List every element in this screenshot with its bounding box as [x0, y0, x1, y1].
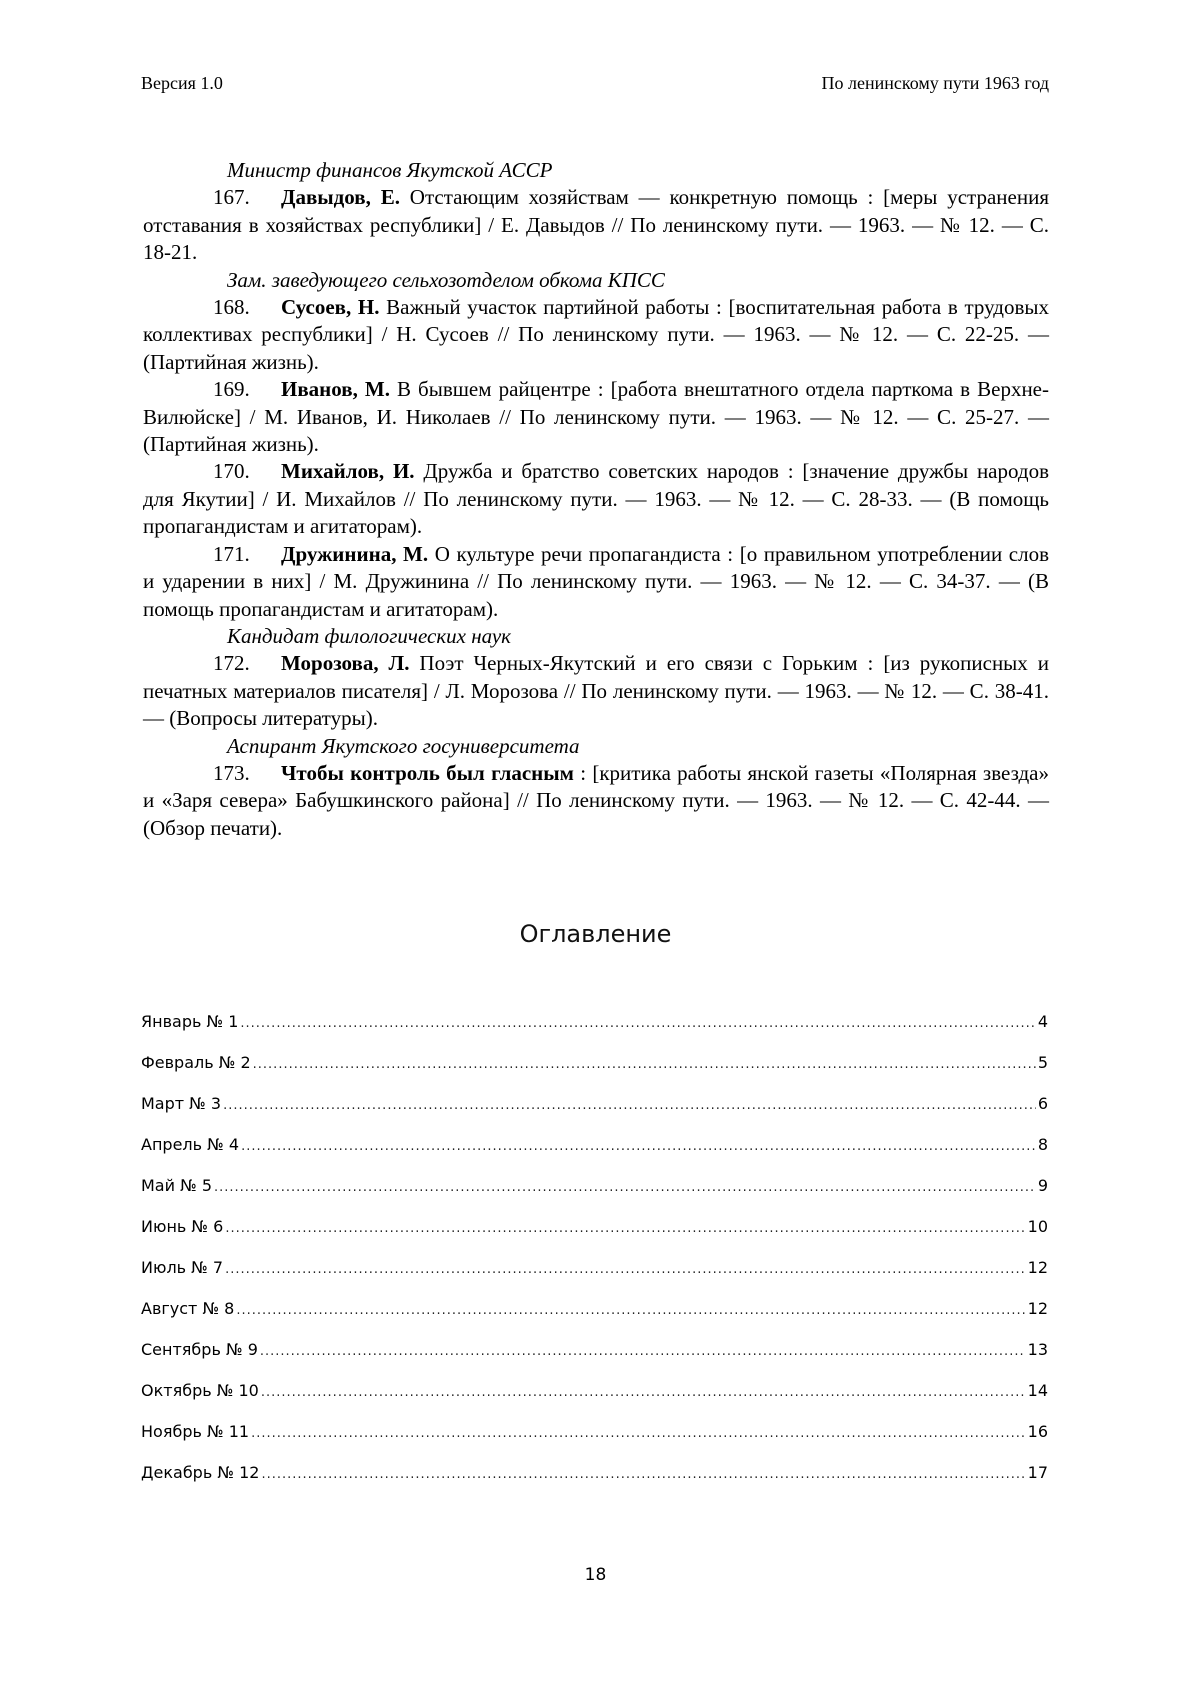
- toc-item-label[interactable]: Ноябрь № 11: [141, 1422, 250, 1441]
- toc-item[interactable]: [141, 1339, 1048, 1380]
- toc-item-label[interactable]: Декабрь № 12: [141, 1463, 260, 1482]
- entry-author: Чтобы контроль был гласным: [281, 760, 574, 785]
- bibliography-list: [143, 157, 1049, 842]
- toc-item-page[interactable]: 12: [1027, 1299, 1048, 1318]
- toc-item-page[interactable]: 13: [1027, 1340, 1048, 1359]
- toc-item-page[interactable]: 10: [1027, 1217, 1048, 1236]
- toc-item-label[interactable]: Май № 5: [141, 1176, 212, 1195]
- entry-number: 173.: [213, 760, 250, 785]
- toc-item[interactable]: [141, 1298, 1048, 1339]
- toc-item[interactable]: [141, 1462, 1048, 1503]
- toc-item[interactable]: [141, 1216, 1048, 1257]
- entry-number: 169.: [213, 377, 250, 402]
- toc-item[interactable]: [141, 1175, 1048, 1216]
- entry-author: Иванов, М.: [281, 377, 390, 402]
- toc-leader-dots: [253, 1054, 1036, 1076]
- toc-leader-dots: [236, 1300, 1025, 1322]
- toc-item-page[interactable]: 4: [1037, 1012, 1048, 1031]
- toc-item-page[interactable]: 9: [1037, 1176, 1048, 1195]
- toc-leader-dots: [240, 1013, 1035, 1035]
- toc-title: Оглавление: [519, 920, 672, 948]
- bibliography-entry: [143, 650, 1049, 732]
- toc-item-label[interactable]: Февраль № 2: [141, 1053, 251, 1072]
- author-affiliation: Министр финансов Якутской АССР: [227, 158, 553, 182]
- toc-leader-dots: [241, 1136, 1036, 1158]
- toc-item-page[interactable]: 8: [1037, 1135, 1048, 1154]
- toc-item-page[interactable]: 5: [1037, 1053, 1048, 1072]
- author-affiliation: Аспирант Якутского госуниверситета: [227, 733, 580, 758]
- entry-text: Поэт Черных-Якутский и его связи с Горьким : [из рукописных и печатных материалов писателя] / Л. Морозова // По ленинскому пути. — 1963. — № 12. — С. 38-41. — (Вопросы литературы).: [143, 651, 1049, 731]
- toc-item[interactable]: [141, 1093, 1048, 1134]
- bibliography-entry: [143, 184, 1049, 266]
- toc-item-page[interactable]: 16: [1027, 1422, 1048, 1441]
- toc-leader-dots: [261, 1464, 1025, 1486]
- toc-item[interactable]: [141, 1134, 1048, 1175]
- entry-author: Давыдов, Е.: [281, 185, 400, 210]
- toc-item-page[interactable]: 14: [1027, 1381, 1048, 1400]
- toc-leader-dots: [251, 1423, 1026, 1445]
- toc-item-label[interactable]: Сентябрь № 9: [141, 1340, 258, 1359]
- entry-text: В бывшем райцентре : [работа внештатного отдела парткома в Верхне-Вилюйске] / М. Иванов, И. Николаев // По ленинскому пути. — 1963. — № 12. — С. 25-27. — (Партийная жизнь).: [143, 377, 1049, 457]
- entry-number: 168.: [213, 295, 250, 320]
- entry-text: О культуре речи пропагандиста : [о правильном употреблении слов и ударении в них] / М. Дружинина // По ленинскому пути. — 1963. — № 12. — С. 34-37. — (В помощь пропагандистам и агитаторам).: [143, 541, 1049, 621]
- bibliography-entry: [143, 376, 1049, 458]
- header-title: По ленинскому пути 1963 год: [821, 73, 1049, 93]
- entry-number: 172.: [213, 651, 250, 676]
- toc-leader-dots: [214, 1177, 1036, 1199]
- toc-item-label[interactable]: Июль № 7: [141, 1258, 224, 1277]
- toc-item[interactable]: [141, 1257, 1048, 1298]
- author-affiliation: Кандидат филологических наук: [227, 623, 511, 648]
- toc-item-page[interactable]: 6: [1037, 1094, 1048, 1113]
- entry-number: 167.: [213, 185, 250, 210]
- toc-item-page[interactable]: 12: [1027, 1258, 1048, 1277]
- author-affiliation: Зам. заведующего сельхозотделом обкома КПСС: [227, 267, 665, 292]
- bibliography-entry: [143, 294, 1049, 376]
- toc-item-label[interactable]: Июнь № 6: [141, 1217, 224, 1236]
- entry-text: : [критика работы янской газеты «Полярная звезда» и «Заря севера» Бабушкинского района] // По ленинскому пути. — 1963. — № 12. — С. 42-44. — (Обзор печати).: [143, 760, 1050, 840]
- entry-text: Дружба и братство советских народов : [значение дружбы народов для Якутии] / И. Михайлов // По ленинскому пути. — 1963. — № 12. — С. 28-33. — (В помощь пропагандистам и агитаторам).: [143, 459, 1049, 539]
- toc-item[interactable]: [141, 1421, 1048, 1462]
- page-number: 18: [584, 1565, 607, 1585]
- header-version: Версия 1.0: [141, 73, 223, 93]
- toc-item-label[interactable]: Октябрь № 10: [141, 1381, 259, 1400]
- toc-item-page[interactable]: 17: [1027, 1463, 1048, 1482]
- toc-item[interactable]: [141, 1380, 1048, 1421]
- entry-author: Сусоев, Н.: [281, 295, 380, 320]
- table-of-contents: [141, 1011, 1048, 1503]
- bibliography-entry: [143, 541, 1049, 623]
- toc-item[interactable]: [141, 1052, 1048, 1093]
- bibliography-entry: [143, 458, 1049, 540]
- toc-leader-dots: [225, 1218, 1025, 1240]
- entry-text: Важный участок партийной работы : [воспитательная работа в трудовых коллективах республики] / Н. Сусоев // По ленинскому пути. — 1963. — № 12. — С. 22-25. — (Партийная жизнь).: [143, 295, 1049, 374]
- toc-leader-dots: [225, 1259, 1026, 1281]
- toc-item-label[interactable]: Март № 3: [141, 1094, 222, 1113]
- toc-item-label[interactable]: Август № 8: [141, 1299, 235, 1318]
- entry-author: Михайлов, И.: [281, 459, 415, 484]
- page-header: [141, 70, 1049, 96]
- entry-number: 171.: [213, 541, 250, 566]
- entry-author: Дружинина, М.: [281, 541, 429, 566]
- entry-author: Морозова, Л.: [281, 651, 410, 676]
- toc-item-label[interactable]: Апрель № 4: [141, 1135, 240, 1154]
- toc-item-label[interactable]: Январь № 1: [141, 1012, 239, 1031]
- toc-leader-dots: [260, 1341, 1026, 1363]
- entry-text: Отстающим хозяйствам — конкретную помощь : [меры устранения отставания в хозяйствах республики] / Е. Давыдов // По ленинскому пути. — 1963. — № 12. — С. 18-21.: [143, 185, 1049, 265]
- toc-leader-dots: [223, 1095, 1036, 1117]
- bibliography-entry: [143, 760, 1049, 842]
- entry-number: 170.: [213, 459, 250, 484]
- toc-item[interactable]: [141, 1011, 1048, 1052]
- toc-leader-dots: [261, 1382, 1026, 1404]
